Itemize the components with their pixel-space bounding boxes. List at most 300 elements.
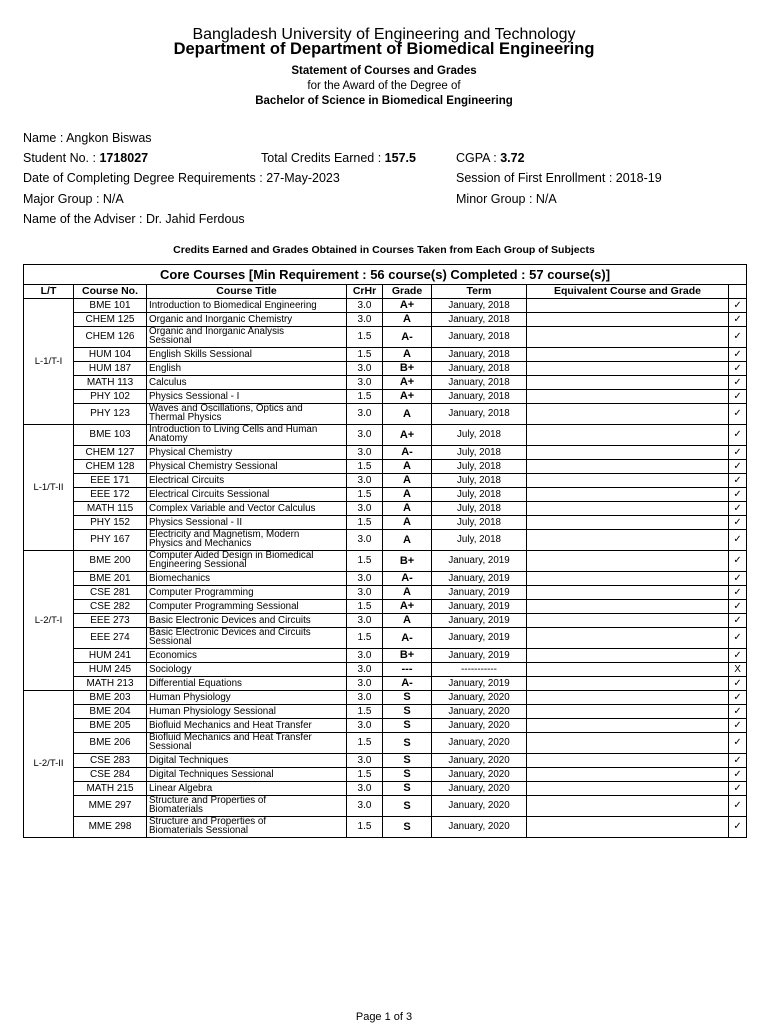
table-row	[24, 677, 747, 691]
equivalent-course	[527, 572, 729, 586]
table-row	[24, 460, 747, 474]
course-title	[147, 474, 347, 488]
course-title-line: English Skills Sessional	[149, 348, 252, 360]
course-title-line: Biofluid Mechanics and Heat Transfer	[149, 719, 312, 731]
term-group-label: L-1/T-I	[24, 299, 74, 425]
course-code: CHEM 128	[74, 460, 147, 474]
section-title: Credits Earned and Grades Obtained in Courses Taken from Each Group of Subjects	[173, 244, 595, 256]
check-icon: ✓	[729, 299, 747, 313]
course-title-line: Biomaterials	[149, 804, 203, 815]
table-row	[24, 733, 747, 754]
course-code: MME 297	[74, 796, 147, 817]
course-title-line: Physics and Mechanics	[149, 538, 252, 549]
course-title-line: Sociology	[149, 663, 192, 675]
course-title-line: Thermal Physics	[149, 412, 222, 423]
term: July, 2018	[432, 488, 527, 502]
course-code: HUM 187	[74, 362, 147, 376]
credit-hours: 3.0	[347, 649, 383, 663]
credit-hours: 3.0	[347, 376, 383, 390]
course-title	[147, 663, 347, 677]
equivalent-course	[527, 425, 729, 446]
credit-hours: 3.0	[347, 663, 383, 677]
course-title-line: Basic Electronic Devices and Circuits	[149, 627, 311, 639]
credit-hours: 1.5	[347, 705, 383, 719]
credit-hours: 1.5	[347, 551, 383, 572]
adviser-name: Name of the Adviser : Dr. Jahid Ferdous	[23, 212, 245, 226]
col-code-header: Course No.	[74, 285, 147, 299]
table-row	[24, 649, 747, 663]
course-title	[147, 572, 347, 586]
course-code: HUM 245	[74, 663, 147, 677]
table-row	[24, 299, 747, 313]
course-title-line: Computer Programming Sessional	[149, 600, 299, 612]
equivalent-course	[527, 327, 729, 348]
grade: S	[383, 768, 432, 782]
credit-hours: 3.0	[347, 586, 383, 600]
course-title-line: Introduction to Living Cells and Human	[149, 424, 318, 436]
credit-hours: 1.5	[347, 327, 383, 348]
check-icon: ✓	[729, 586, 747, 600]
check-icon: ✓	[729, 348, 747, 362]
course-code: BME 200	[74, 551, 147, 572]
table-row	[24, 705, 747, 719]
student-number: Student No. : 1718027	[23, 151, 149, 165]
table-row	[24, 446, 747, 460]
table-row	[24, 614, 747, 628]
course-title	[147, 425, 347, 446]
check-icon: ✓	[729, 376, 747, 390]
check-icon: ✓	[729, 817, 747, 838]
check-icon: ✓	[729, 572, 747, 586]
term: January, 2019	[432, 551, 527, 572]
table-row	[24, 600, 747, 614]
term: January, 2019	[432, 677, 527, 691]
course-title-line: English	[149, 362, 182, 374]
grade: B+	[383, 649, 432, 663]
degree-name: Bachelor of Science in Biomedical Engineering	[255, 95, 513, 107]
check-icon: ✓	[729, 516, 747, 530]
course-code: CSE 282	[74, 600, 147, 614]
course-title-line: Organic and Inorganic Chemistry	[149, 313, 293, 325]
grade: A	[383, 488, 432, 502]
course-title-line: Electrical Circuits Sessional	[149, 488, 270, 500]
equivalent-course	[527, 390, 729, 404]
table-row	[24, 796, 747, 817]
course-title	[147, 649, 347, 663]
course-title-line: Waves and Oscillations, Optics and	[149, 403, 303, 415]
course-title	[147, 313, 347, 327]
check-icon: ✓	[729, 768, 747, 782]
course-title-line: Linear Algebra	[149, 782, 213, 794]
grade: A	[383, 586, 432, 600]
student-name: Name : Angkon Biswas	[23, 131, 152, 145]
grade: A-	[383, 446, 432, 460]
check-icon: ✓	[729, 691, 747, 705]
check-icon: ✓	[729, 614, 747, 628]
check-icon: ✓	[729, 404, 747, 425]
grade: A+	[383, 600, 432, 614]
equivalent-course	[527, 516, 729, 530]
grade: A	[383, 404, 432, 425]
equivalent-course	[527, 733, 729, 754]
course-title	[147, 691, 347, 705]
term: January, 2018	[432, 327, 527, 348]
grade: A-	[383, 628, 432, 649]
equivalent-course	[527, 551, 729, 572]
table-row	[24, 628, 747, 649]
table-row	[24, 362, 747, 376]
not-completed-icon: X	[729, 663, 747, 677]
course-title	[147, 299, 347, 313]
grade: A-	[383, 327, 432, 348]
course-title-line: Digital Techniques	[149, 754, 229, 766]
equivalent-course	[527, 782, 729, 796]
table-row	[24, 768, 747, 782]
course-title-line: Computer Programming	[149, 586, 254, 598]
course-title-line: Calculus	[149, 376, 187, 388]
course-code: MME 298	[74, 817, 147, 838]
course-title	[147, 488, 347, 502]
check-icon: ✓	[729, 719, 747, 733]
table-row	[24, 572, 747, 586]
grade: S	[383, 719, 432, 733]
course-title-line: Electricity and Magnetism, Modern	[149, 529, 300, 541]
credit-hours: 3.0	[347, 754, 383, 768]
equivalent-course	[527, 376, 729, 390]
course-title	[147, 502, 347, 516]
grade: A	[383, 516, 432, 530]
course-title	[147, 586, 347, 600]
course-title-line: Sessional	[149, 741, 192, 752]
course-title	[147, 677, 347, 691]
term-group-label: L-1/T-II	[24, 425, 74, 551]
credit-hours: 3.0	[347, 502, 383, 516]
credit-hours: 1.5	[347, 460, 383, 474]
check-icon: ✓	[729, 390, 747, 404]
equivalent-course	[527, 299, 729, 313]
term: January, 2018	[432, 404, 527, 425]
course-code: MATH 213	[74, 677, 147, 691]
equivalent-course	[527, 691, 729, 705]
course-title	[147, 817, 347, 838]
check-icon: ✓	[729, 425, 747, 446]
course-code: BME 206	[74, 733, 147, 754]
course-code: CHEM 127	[74, 446, 147, 460]
credit-hours: 3.0	[347, 474, 383, 488]
credit-hours: 3.0	[347, 313, 383, 327]
col-grade-header: Grade	[383, 285, 432, 299]
check-icon: ✓	[729, 362, 747, 376]
grade: A	[383, 348, 432, 362]
check-icon: ✓	[729, 754, 747, 768]
credit-hours: 3.0	[347, 719, 383, 733]
course-code: BME 103	[74, 425, 147, 446]
core-courses-table	[23, 264, 747, 838]
col-equiv-header: Equivalent Course and Grade	[527, 285, 729, 299]
credit-hours: 1.5	[347, 390, 383, 404]
term: July, 2018	[432, 425, 527, 446]
grade: S	[383, 691, 432, 705]
grade: A	[383, 460, 432, 474]
term: January, 2018	[432, 313, 527, 327]
course-title-line: Anatomy	[149, 433, 188, 444]
course-title-line: Complex Variable and Vector Calculus	[149, 502, 316, 514]
credit-hours: 3.0	[347, 425, 383, 446]
grade: A-	[383, 677, 432, 691]
course-title-line: Organic and Inorganic Analysis	[149, 326, 285, 338]
course-code: CSE 283	[74, 754, 147, 768]
term: July, 2018	[432, 474, 527, 488]
term: January, 2020	[432, 754, 527, 768]
term: January, 2020	[432, 733, 527, 754]
equivalent-course	[527, 754, 729, 768]
grade: S	[383, 796, 432, 817]
completion-date: Date of Completing Degree Requirements : 27-May-2023	[23, 171, 340, 185]
term-group-label: L-2/T-II	[24, 691, 74, 838]
credit-hours: 3.0	[347, 614, 383, 628]
course-code: EEE 273	[74, 614, 147, 628]
course-title	[147, 782, 347, 796]
check-icon: ✓	[729, 782, 747, 796]
equivalent-course	[527, 796, 729, 817]
check-icon: ✓	[729, 733, 747, 754]
term: January, 2020	[432, 705, 527, 719]
course-title-line: Economics	[149, 649, 197, 661]
grade: ---	[383, 663, 432, 677]
course-title	[147, 376, 347, 390]
credit-hours: 1.5	[347, 600, 383, 614]
table-row	[24, 691, 747, 705]
equivalent-course	[527, 488, 729, 502]
table-row	[24, 754, 747, 768]
table-row	[24, 425, 747, 446]
credit-hours: 1.5	[347, 817, 383, 838]
course-code: MATH 215	[74, 782, 147, 796]
equivalent-course	[527, 404, 729, 425]
course-title-line: Differential Equations	[149, 677, 242, 689]
course-title-line: Biomechanics	[149, 572, 210, 584]
course-title-line: Electrical Circuits	[149, 474, 225, 486]
minor-group: Minor Group : N/A	[456, 192, 557, 206]
equivalent-course	[527, 348, 729, 362]
equivalent-course	[527, 362, 729, 376]
equivalent-course	[527, 663, 729, 677]
table-row	[24, 530, 747, 551]
course-code: BME 204	[74, 705, 147, 719]
equivalent-course	[527, 628, 729, 649]
equivalent-course	[527, 502, 729, 516]
equivalent-course	[527, 719, 729, 733]
grade: B+	[383, 362, 432, 376]
term: January, 2018	[432, 390, 527, 404]
grade: S	[383, 782, 432, 796]
term: July, 2018	[432, 460, 527, 474]
equivalent-course	[527, 768, 729, 782]
course-code: MATH 113	[74, 376, 147, 390]
university-name: Bangladesh University of Engineering and Technology	[192, 26, 576, 43]
table-row	[24, 817, 747, 838]
credit-hours: 1.5	[347, 733, 383, 754]
course-code: HUM 104	[74, 348, 147, 362]
table-header-row	[24, 285, 747, 299]
course-title	[147, 600, 347, 614]
course-title	[147, 614, 347, 628]
col-term-header: Term	[432, 285, 527, 299]
term: July, 2018	[432, 530, 527, 551]
table-row	[24, 516, 747, 530]
term: January, 2020	[432, 796, 527, 817]
course-code: MATH 115	[74, 502, 147, 516]
term: January, 2018	[432, 362, 527, 376]
course-title	[147, 628, 347, 649]
course-title-line: Physics Sessional - II	[149, 516, 243, 528]
total-credits: Total Credits Earned : 157.5	[261, 151, 416, 165]
course-code: CHEM 126	[74, 327, 147, 348]
course-code: BME 201	[74, 572, 147, 586]
grade: S	[383, 817, 432, 838]
course-code: BME 205	[74, 719, 147, 733]
term: January, 2018	[432, 299, 527, 313]
equivalent-course	[527, 446, 729, 460]
term: January, 2018	[432, 376, 527, 390]
course-code: PHY 167	[74, 530, 147, 551]
course-title	[147, 446, 347, 460]
course-code: CSE 284	[74, 768, 147, 782]
course-title	[147, 754, 347, 768]
course-title-line: Introduction to Biomedical Engineering	[149, 299, 317, 311]
term: January, 2020	[432, 691, 527, 705]
credit-hours: 3.0	[347, 362, 383, 376]
equivalent-course	[527, 677, 729, 691]
col-lt-header: L/T	[24, 285, 74, 299]
course-title-line: Physical Chemistry Sessional	[149, 460, 278, 472]
credit-hours: 3.0	[347, 446, 383, 460]
table-row	[24, 390, 747, 404]
equivalent-course	[527, 586, 729, 600]
grade: A+	[383, 299, 432, 313]
course-title-line: Biofluid Mechanics and Heat Transfer	[149, 732, 312, 744]
credit-hours: 3.0	[347, 572, 383, 586]
course-code: CHEM 125	[74, 313, 147, 327]
equivalent-course	[527, 705, 729, 719]
course-title-line: Human Physiology	[149, 691, 231, 703]
major-group: Major Group : N/A	[23, 192, 124, 206]
course-title	[147, 460, 347, 474]
credit-hours: 3.0	[347, 404, 383, 425]
table-row	[24, 663, 747, 677]
course-title-line: Digital Techniques Sessional	[149, 768, 274, 780]
credit-hours: 1.5	[347, 516, 383, 530]
course-title	[147, 551, 347, 572]
course-title-line: Computer Aided Design in Biomedical	[149, 550, 314, 562]
check-icon: ✓	[729, 677, 747, 691]
course-title	[147, 796, 347, 817]
course-title-line: Engineering Sessional	[149, 559, 247, 570]
course-title-line: Human Physiology Sessional	[149, 705, 276, 717]
grade: S	[383, 754, 432, 768]
check-icon: ✓	[729, 649, 747, 663]
course-title-line: Physical Chemistry	[149, 446, 233, 458]
check-icon: ✓	[729, 474, 747, 488]
table-row	[24, 586, 747, 600]
grade: A+	[383, 425, 432, 446]
check-icon: ✓	[729, 460, 747, 474]
check-icon: ✓	[729, 551, 747, 572]
course-title-line: Structure and Properties of	[149, 795, 267, 807]
course-title	[147, 516, 347, 530]
col-title-header: Course Title	[147, 285, 347, 299]
table-row	[24, 313, 747, 327]
term-group-label: L-2/T-I	[24, 551, 74, 691]
col-check-header	[729, 285, 747, 299]
course-title	[147, 530, 347, 551]
col-crhr-header: CrHr	[347, 285, 383, 299]
course-title-line: Structure and Properties of	[149, 816, 267, 828]
course-code: HUM 241	[74, 649, 147, 663]
table-row	[24, 474, 747, 488]
equivalent-course	[527, 817, 729, 838]
grade: A	[383, 313, 432, 327]
grade: A-	[383, 572, 432, 586]
credit-hours: 3.0	[347, 299, 383, 313]
table-row	[24, 488, 747, 502]
course-title-line: Biomaterials Sessional	[149, 825, 249, 836]
check-icon: ✓	[729, 488, 747, 502]
grade: A+	[383, 376, 432, 390]
course-code: EEE 274	[74, 628, 147, 649]
course-title	[147, 768, 347, 782]
credit-hours: 1.5	[347, 628, 383, 649]
term: January, 2020	[432, 719, 527, 733]
table-row	[24, 502, 747, 516]
course-title	[147, 362, 347, 376]
course-code: EEE 172	[74, 488, 147, 502]
credit-hours: 3.0	[347, 796, 383, 817]
table-row	[24, 551, 747, 572]
credit-hours: 3.0	[347, 530, 383, 551]
equivalent-course	[527, 474, 729, 488]
table-row	[24, 348, 747, 362]
grade: S	[383, 705, 432, 719]
check-icon: ✓	[729, 796, 747, 817]
term: January, 2019	[432, 649, 527, 663]
first-enrollment-session: Session of First Enrollment : 2018-19	[456, 171, 662, 185]
credit-hours: 3.0	[347, 677, 383, 691]
course-title	[147, 733, 347, 754]
grade: A	[383, 474, 432, 488]
check-icon: ✓	[729, 502, 747, 516]
table-row	[24, 719, 747, 733]
statement-title: Statement of Courses and Grades	[291, 65, 477, 77]
table-row	[24, 376, 747, 390]
term: July, 2018	[432, 502, 527, 516]
course-code: BME 101	[74, 299, 147, 313]
equivalent-course	[527, 530, 729, 551]
term: January, 2020	[432, 817, 527, 838]
table-row	[24, 404, 747, 425]
grade: A	[383, 614, 432, 628]
course-title	[147, 327, 347, 348]
course-title	[147, 348, 347, 362]
term: January, 2019	[432, 628, 527, 649]
core-courses-banner: Core Courses [Min Requirement : 56 course(s) Completed : 57 course(s)]	[24, 265, 747, 285]
course-title	[147, 404, 347, 425]
credit-hours: 1.5	[347, 768, 383, 782]
course-code: PHY 123	[74, 404, 147, 425]
equivalent-course	[527, 313, 729, 327]
term: July, 2018	[432, 516, 527, 530]
course-title	[147, 719, 347, 733]
